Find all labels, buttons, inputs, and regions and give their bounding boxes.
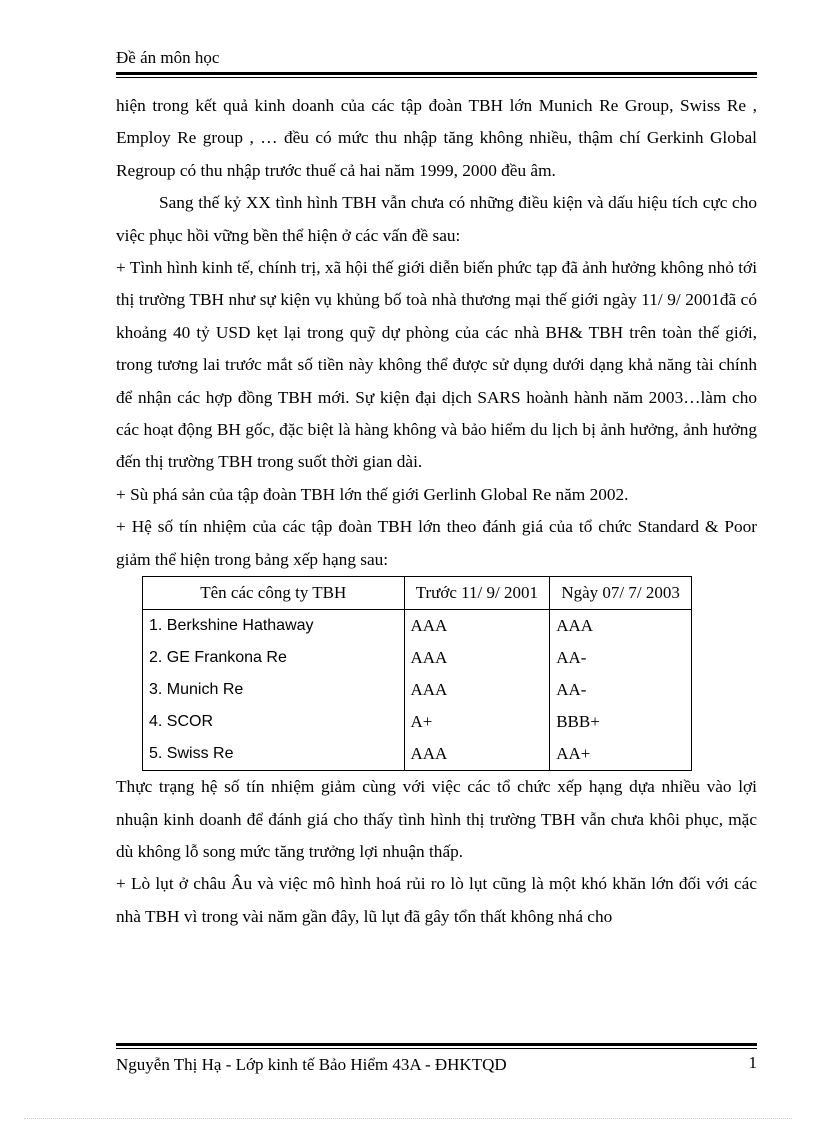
paragraph: Thực trạng hệ số tín nhiệm giảm cùng với việc các tổ chức xếp hạng dựa nhiều vào lợi nhuận kinh doanh để đánh giá cho thấy tình hình thị trường TBH vẫn chưa khôi phục, mặc dù không lỗ song mức tăng trưởng lợi nhuận thấp. [116, 777, 757, 861]
paragraph: + Sù phá sản của tập đoàn TBH lớn thế giới Gerlinh Global Re năm 2002. [116, 484, 629, 504]
table-row [143, 674, 692, 706]
paragraph: + Lò lụt ở châu Âu và việc mô hình hoá rủi ro lò lụt cũng là một khó khăn lớn đối với các nhà TBH vì trong vài năm gần đây, lũ lụt đã gây tổn thất không nhá cho [116, 874, 757, 926]
page-number: 1 [748, 1053, 757, 1072]
table-row [143, 610, 692, 643]
rating-after-cell: AAA [550, 610, 692, 643]
paragraph: Sang thế kỷ XX tình hình TBH vẫn chưa có những điều kiện và dấu hiệu tích cực cho việc phục hồi vững bền thể hiện ở các vấn đề sau: [116, 193, 757, 245]
rating-before-cell: AAA [404, 610, 550, 643]
company-cell: 5. Swiss Re [143, 738, 405, 771]
rating-before-cell: A+ [404, 706, 550, 738]
paragraph: + Tình hình kinh tế, chính trị, xã hội thế giới diễn biến phức tạp đã ảnh hưởng không nhỏ tới thị trường TBH như sự kiện vụ khủng bố toà nhà thương mại thế giới ngày 11/ 9/ 2001đã có khoảng 40 tỷ USD kẹt lại trong quỹ dự phòng của các nhà BH& TBH trên toàn thế giới, trong tương lai trước mắt số tiền này không thể được sử dụng dưới dạng khả năng tài chính để nhận các hợp đồng TBH mới. Sự kiện đại dịch SARS hoành hành năm 2003…làm cho các hoạt động BH gốc, đặc biệt là hàng không và bảo hiểm du lịch bị ảnh hưởng, ảnh hưởng đến thị trường TBH trong suốt thời gian dài. [116, 258, 757, 472]
paragraph: + Hệ số tín nhiệm của các tập đoàn TBH lớn theo đánh giá của tổ chức Standard & Poor giảm thể hiện trong bảng xếp hạng sau: [116, 517, 757, 569]
table-row [143, 738, 692, 771]
company-cell: 3. Munich Re [143, 674, 405, 706]
table-row [143, 642, 692, 674]
company-cell: 1. Berkshine Hathaway [143, 610, 405, 643]
rating-after-cell: BBB+ [550, 706, 692, 738]
table-row [143, 706, 692, 738]
table-header-row [143, 577, 692, 610]
page-edge-divider [24, 1118, 792, 1119]
rating-after-cell: AA- [550, 674, 692, 706]
header-after: Ngày 07/ 7/ 2003 [550, 577, 692, 610]
rating-before-cell: AAA [404, 738, 550, 771]
rating-after-cell: AA+ [550, 738, 692, 771]
company-cell: 4. SCOR [143, 706, 405, 738]
body-content [116, 90, 757, 933]
rating-before-cell: AAA [404, 642, 550, 674]
company-cell: 2. GE Frankona Re [143, 642, 405, 674]
paragraph: hiện trong kết quả kinh doanh của các tập đoàn TBH lớn Munich Re Group, Swiss Re , Employ Re group , … đều có mức thu nhập tăng không nhiều, thậm chí Gerkinh Global Regroup có thu nhập trước thuế cả hai năm 1999, 2000 đều âm. [116, 96, 757, 180]
rating-table [142, 576, 692, 771]
header-title: Đề án môn học [116, 48, 220, 67]
header-company: Tên các công ty TBH [143, 577, 405, 610]
footer-author: Nguyễn Thị Hạ - Lớp kinh tế Bảo Hiểm 43A - ĐHKTQD [116, 1055, 507, 1074]
header-rule-thin [116, 77, 757, 78]
header-before: Trước 11/ 9/ 2001 [404, 577, 550, 610]
rating-before-cell: AAA [404, 674, 550, 706]
header-rule-thick [116, 72, 757, 75]
footer-rule-thin [116, 1048, 757, 1049]
rating-after-cell: AA- [550, 642, 692, 674]
footer-rule-thick [116, 1043, 757, 1046]
